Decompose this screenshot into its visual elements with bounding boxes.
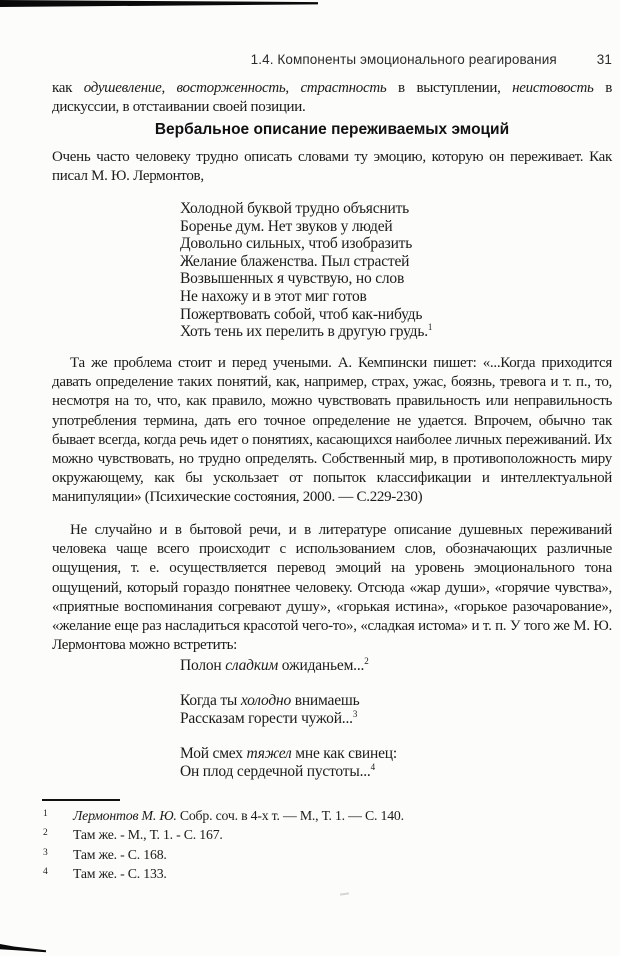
verse-quotation-2	[180, 692, 360, 727]
scan-artifact-top-line	[0, 0, 318, 7]
paragraph-kempinski: Та же проблема стоит и перед учеными. А. Кемпински пишет: «...Когда приходится давать определение таких понятий, как, например, страх, ужас, боязнь, тревога и т. п., то, несмотря на то, что, как правило, можно чувствовать правильность или неправильность употребления термина, дать его точное определение не удается. Впрочем, обычно так бывает всегда, когда речь идет о понятиях, касающихся наиболее личных переживаний. Их можно чувствовать, но трудно определять. Собственный мир, в противоположность миру окружающему, как бы ускользает от попыток классификации и интеллектуальной манипуляции» (Психические состояния, 2000. — С.229-230)	[52, 355, 612, 506]
footnote-number: 1	[43, 809, 48, 819]
verse-line: Он плод сердечной пустоты...$^4$	[180, 761, 375, 780]
footnote-number: 3	[43, 847, 48, 858]
verse-line: Мой смех тяжел мне как свинец:	[180, 745, 397, 762]
footnote-text: Там же. - С. 168.	[73, 846, 167, 862]
scan-artifact-speck	[340, 892, 349, 895]
footnote	[42, 845, 594, 864]
poem-quotation	[180, 200, 432, 341]
footnotes-block	[42, 806, 594, 883]
paragraph-everyday-speech: Не случайно и в бытовой речи, и в литературе описание душевных переживаний человека чаще всего происходит с использованием слов, обозначающих различные ощущения, т. е. осуществляется перевод эмоций на уровень эмоционального тона ощущений, который гораздо понятнее человеку. Отсюда «жар души», «горячие чувства», «приятные воспоминания согревают душу», «горькая истина», «горькое разочарование», «желание еще раз насладиться красотой чего-то», «сладкая истома» и т. п. У того же М. Ю. Лермонтова можно встретить:	[52, 522, 612, 654]
verse-line: Когда ты холодно внимаешь	[180, 692, 360, 709]
poem-line: Боренье дум. Нет звуков у людей	[180, 217, 393, 235]
scan-artifact-bottom-mark	[0, 943, 46, 953]
verse-line: Рассказам горести чужой...$^3$	[180, 708, 358, 727]
footnote	[42, 825, 594, 844]
verse-line: Полон сладким ожиданьем...$^2$	[180, 655, 369, 674]
verse-quotation-1	[180, 657, 369, 675]
footnote-number: 4	[43, 866, 48, 877]
section-heading: Вербальное описание переживаемых эмоций	[154, 121, 510, 138]
poem-line: Возвышенных я чувствую, но слов	[180, 270, 405, 288]
running-head	[52, 52, 612, 67]
footnote	[42, 806, 594, 825]
running-head-title: 1.4. Компоненты эмоционального реагирования	[250, 52, 557, 67]
poem-line: Довольно сильных, чтоб изобразить	[180, 235, 413, 253]
page-number: 31	[596, 52, 612, 67]
poem-line: Хоть тень их перелить в другую грудь.$^1$	[180, 322, 433, 341]
poem-line: Желание блаженства. Пыл страстей	[180, 252, 410, 270]
poem-line: Не нахожу и в этот миг готов	[180, 287, 367, 305]
footnote-text: Там же. - М., Т. 1. - С. 167.	[73, 827, 223, 843]
verse-quotation-3	[180, 745, 397, 780]
footnote	[42, 864, 594, 883]
poem-line: Холодной буквой трудно объяснить	[180, 200, 410, 217]
footnote-number: 2	[43, 828, 48, 839]
footnote-text: Лермонтов М. Ю. Собр. соч. в 4-х т. — М., Т. 1. — С. 140.	[73, 808, 404, 823]
paragraph-continuation: как одушевление, восторженность, страстность в выступлении, неистовость в дискуссии, в отстаивании своей позиции.	[52, 80, 612, 116]
footnote-separator	[42, 799, 120, 801]
poem-line: Пожертвовать собой, чтоб как-нибудь	[180, 305, 423, 323]
footnote-text: Там же. - С. 133.	[73, 865, 167, 881]
paragraph-intro: Очень часто человеку трудно описать словами ту эмоцию, которую он переживает. Как писал М. Ю. Лермонтов,	[52, 149, 612, 185]
